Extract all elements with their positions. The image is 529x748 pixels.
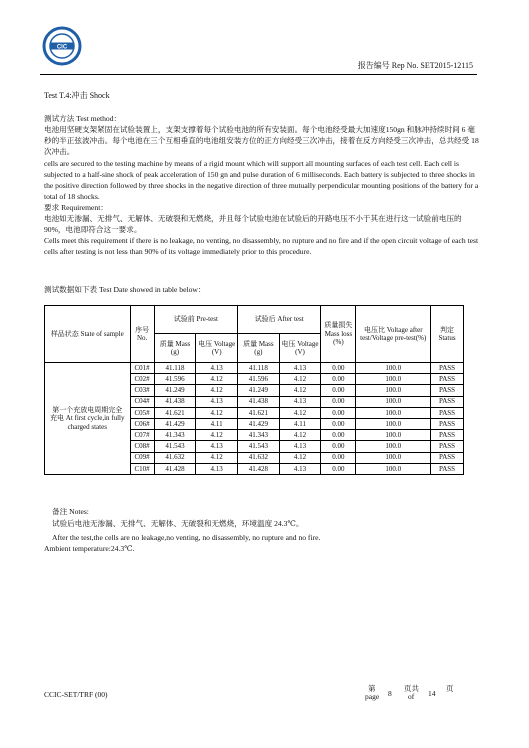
cell-after-mass: 41.429 [238, 418, 280, 429]
cell-pre-mass: 41.118 [154, 363, 196, 374]
cell-status: PASS [431, 385, 464, 396]
cell-pre-voltage: 4.12 [196, 430, 238, 441]
form-number: CCIC-SET/TRF (00) [44, 690, 108, 699]
cell-after-voltage: 4.12 [279, 452, 321, 463]
notes-label: 备注 Notes: [52, 507, 89, 516]
cell-mass-loss: 0.00 [321, 463, 356, 474]
cell-voltage-ratio: 100.0 [356, 385, 431, 396]
cell-after-voltage: 4.13 [279, 463, 321, 474]
cell-after-voltage: 4.12 [279, 407, 321, 418]
cell-after-voltage: 4.13 [279, 441, 321, 452]
cell-voltage-ratio: 100.0 [356, 430, 431, 441]
cell-pre-mass: 41.343 [154, 430, 196, 441]
cell-voltage-ratio: 100.0 [356, 374, 431, 385]
cell-no: C10# [130, 463, 154, 474]
cell-mass-loss: 0.00 [321, 441, 356, 452]
cell-pre-mass: 41.249 [154, 385, 196, 396]
cell-no: C09# [130, 452, 154, 463]
logo-text: CIC [56, 44, 68, 51]
cell-status: PASS [431, 407, 464, 418]
header-no: 序号 No. [130, 306, 154, 363]
cell-pre-voltage: 4.13 [196, 441, 238, 452]
cell-voltage-ratio: 100.0 [356, 407, 431, 418]
cell-pre-voltage: 4.12 [196, 452, 238, 463]
cell-after-mass: 41.249 [238, 385, 280, 396]
cell-voltage-ratio: 100.0 [356, 396, 431, 407]
cell-no: C07# [130, 430, 154, 441]
table-body [45, 363, 464, 475]
cell-after-voltage: 4.12 [279, 430, 321, 441]
method-text-zh: 电池用坚硬支架紧固在试验装置上，支架支撑着每个试验电池的所有安装面。每个电池经受最大加速度150gn 和脉冲持续时间 6 毫秒的半正弦波冲击。每个电池在三个互相垂直的电池组安装方位的正方向经受三次冲击，接着在反方向经受三次冲击，总共经受 18 次冲击。 [44, 125, 479, 156]
page-indicator [365, 683, 478, 713]
ccic-logo [42, 26, 82, 66]
cell-after-voltage: 4.12 [279, 385, 321, 396]
cell-pre-mass: 41.596 [154, 374, 196, 385]
cell-mass-loss: 0.00 [321, 385, 356, 396]
cell-pre-voltage: 4.12 [196, 407, 238, 418]
page-label-zh: 第 [368, 684, 376, 693]
header-mass-loss: 质量损失 Mass loss (%) [321, 306, 356, 363]
cell-status: PASS [431, 418, 464, 429]
cell-after-mass: 41.118 [238, 363, 280, 374]
header-after-mass: 质量 Mass (g) [238, 334, 280, 363]
method-label: 测试方法 Test method： [44, 114, 122, 123]
header-voltage-ratio: 电压比 Voltage after test/Voltage pre-test(%) [356, 306, 431, 363]
cell-mass-loss: 0.00 [321, 374, 356, 385]
cell-status: PASS [431, 441, 464, 452]
header-pre-mass: 质量 Mass (g) [154, 334, 196, 363]
cell-pre-voltage: 4.13 [196, 363, 238, 374]
cell-no: C08# [130, 441, 154, 452]
cell-mass-loss: 0.00 [321, 430, 356, 441]
cell-after-voltage: 4.13 [279, 363, 321, 374]
cell-voltage-ratio: 100.0 [356, 363, 431, 374]
total-pages: 14 [428, 689, 436, 698]
header-status: 判定 Status [431, 306, 464, 363]
cell-no: C01# [130, 363, 154, 374]
header-after-test: 试验后 After test [238, 306, 321, 334]
report-number: 报告编号 Rep No. SET2015-12115 [357, 61, 473, 70]
requirement-text-en: Cells meet this requirement if there is no leakage, no venting, no disassembly, no rupture and no fire and if the open circuit voltage of each test cells after testing is not less than 90% of its voltage immediately prior to this procedure. [44, 236, 479, 256]
test-data-table [44, 305, 464, 475]
cell-pre-mass: 41.632 [154, 452, 196, 463]
cell-after-mass: 41.343 [238, 430, 280, 441]
cell-after-mass: 41.438 [238, 396, 280, 407]
page-label-en: page [365, 692, 380, 701]
method-text-en: cells are secured to the testing machine by means of a rigid mount which will support all mounting surfaces of each test cell. Each cell is subjected to a half-sine shock of peak acceleration of 150 gn and pulse duration of 6 milliseconds. Each battery is subjected to three shocks in the positive direction followed by three shocks in the negative direction of three mutually perpendicular mounting positions of the battery for a total of 18 shocks. [44, 159, 479, 201]
cell-mass-loss: 0.00 [321, 363, 356, 374]
cell-after-mass: 41.621 [238, 407, 280, 418]
requirement-label: 要求 Requirement： [44, 203, 108, 212]
cell-pre-voltage: 4.13 [196, 396, 238, 407]
header-after-voltage: 电压 Voltage (V) [279, 334, 321, 363]
notes-text-zh: 试验后电池无渗漏、无排气、无解体、无破裂和无燃烧，环境温度 24.3℃。 [52, 519, 304, 528]
cell-pre-mass: 41.429 [154, 418, 196, 429]
cell-no: C02# [130, 374, 154, 385]
cell-after-voltage: 4.13 [279, 396, 321, 407]
cell-pre-voltage: 4.12 [196, 374, 238, 385]
header-pre-test: 试验前 Pre-test [154, 306, 237, 334]
cell-status: PASS [431, 463, 464, 474]
cell-pre-mass: 41.428 [154, 463, 196, 474]
cell-mass-loss: 0.00 [321, 418, 356, 429]
page-end-zh: 页 [446, 684, 454, 693]
cell-after-voltage: 4.12 [279, 374, 321, 385]
cell-after-voltage: 4.11 [279, 418, 321, 429]
cell-mass-loss: 0.00 [321, 396, 356, 407]
cell-pre-mass: 41.438 [154, 396, 196, 407]
cell-no: C05# [130, 407, 154, 418]
cell-pre-voltage: 4.11 [196, 418, 238, 429]
cell-pre-mass: 41.543 [154, 441, 196, 452]
notes-text-en: After the test,the cells are no leakage,no venting, no disassembly, no rupture and no fire. [52, 533, 321, 542]
cell-after-mass: 41.632 [238, 452, 280, 463]
page-number: 8 [388, 689, 392, 698]
cell-no: C04# [130, 396, 154, 407]
cell-status: PASS [431, 363, 464, 374]
cell-pre-mass: 41.621 [154, 407, 196, 418]
cell-status: PASS [431, 452, 464, 463]
cell-status: PASS [431, 374, 464, 385]
total-label-zh: 页共 [404, 684, 419, 693]
cell-mass-loss: 0.00 [321, 452, 356, 463]
table-row [45, 363, 464, 374]
total-label-en: of [408, 692, 415, 701]
cell-after-mass: 41.543 [238, 441, 280, 452]
cell-pre-voltage: 4.12 [196, 385, 238, 396]
cell-status: PASS [431, 430, 464, 441]
cell-voltage-ratio: 100.0 [356, 463, 431, 474]
header-divider [40, 74, 477, 75]
header-sample-state: 样品状态 State of sample [45, 306, 131, 363]
cell-voltage-ratio: 100.0 [356, 418, 431, 429]
cell-pre-voltage: 4.13 [196, 463, 238, 474]
requirement-text-zh: 电池如无渗漏、无排气、无解体、无破裂和无燃烧，并且每个试验电池在试验后的开路电压不小于其在进行这一试验前电压的 90%，电池即符合这一要求。 [44, 214, 462, 234]
cell-voltage-ratio: 100.0 [356, 441, 431, 452]
cell-mass-loss: 0.00 [321, 407, 356, 418]
test-title: Test T.4:冲击 Shock [44, 91, 110, 100]
cell-voltage-ratio: 100.0 [356, 452, 431, 463]
sample-state-cell: 第一个充放电周期完全充电 At first cycle,in fully charged states [45, 363, 131, 475]
cell-after-mass: 41.428 [238, 463, 280, 474]
data-label: 测试数据如下表 Test Date showed in table below： [44, 285, 206, 294]
header-pre-voltage: 电压 Voltage (V) [196, 334, 238, 363]
cell-no: C06# [130, 418, 154, 429]
cell-after-mass: 41.596 [238, 374, 280, 385]
cell-status: PASS [431, 396, 464, 407]
cell-no: C03# [130, 385, 154, 396]
notes-ambient-temperature: Ambient temperature:24.3℃. [44, 544, 135, 553]
